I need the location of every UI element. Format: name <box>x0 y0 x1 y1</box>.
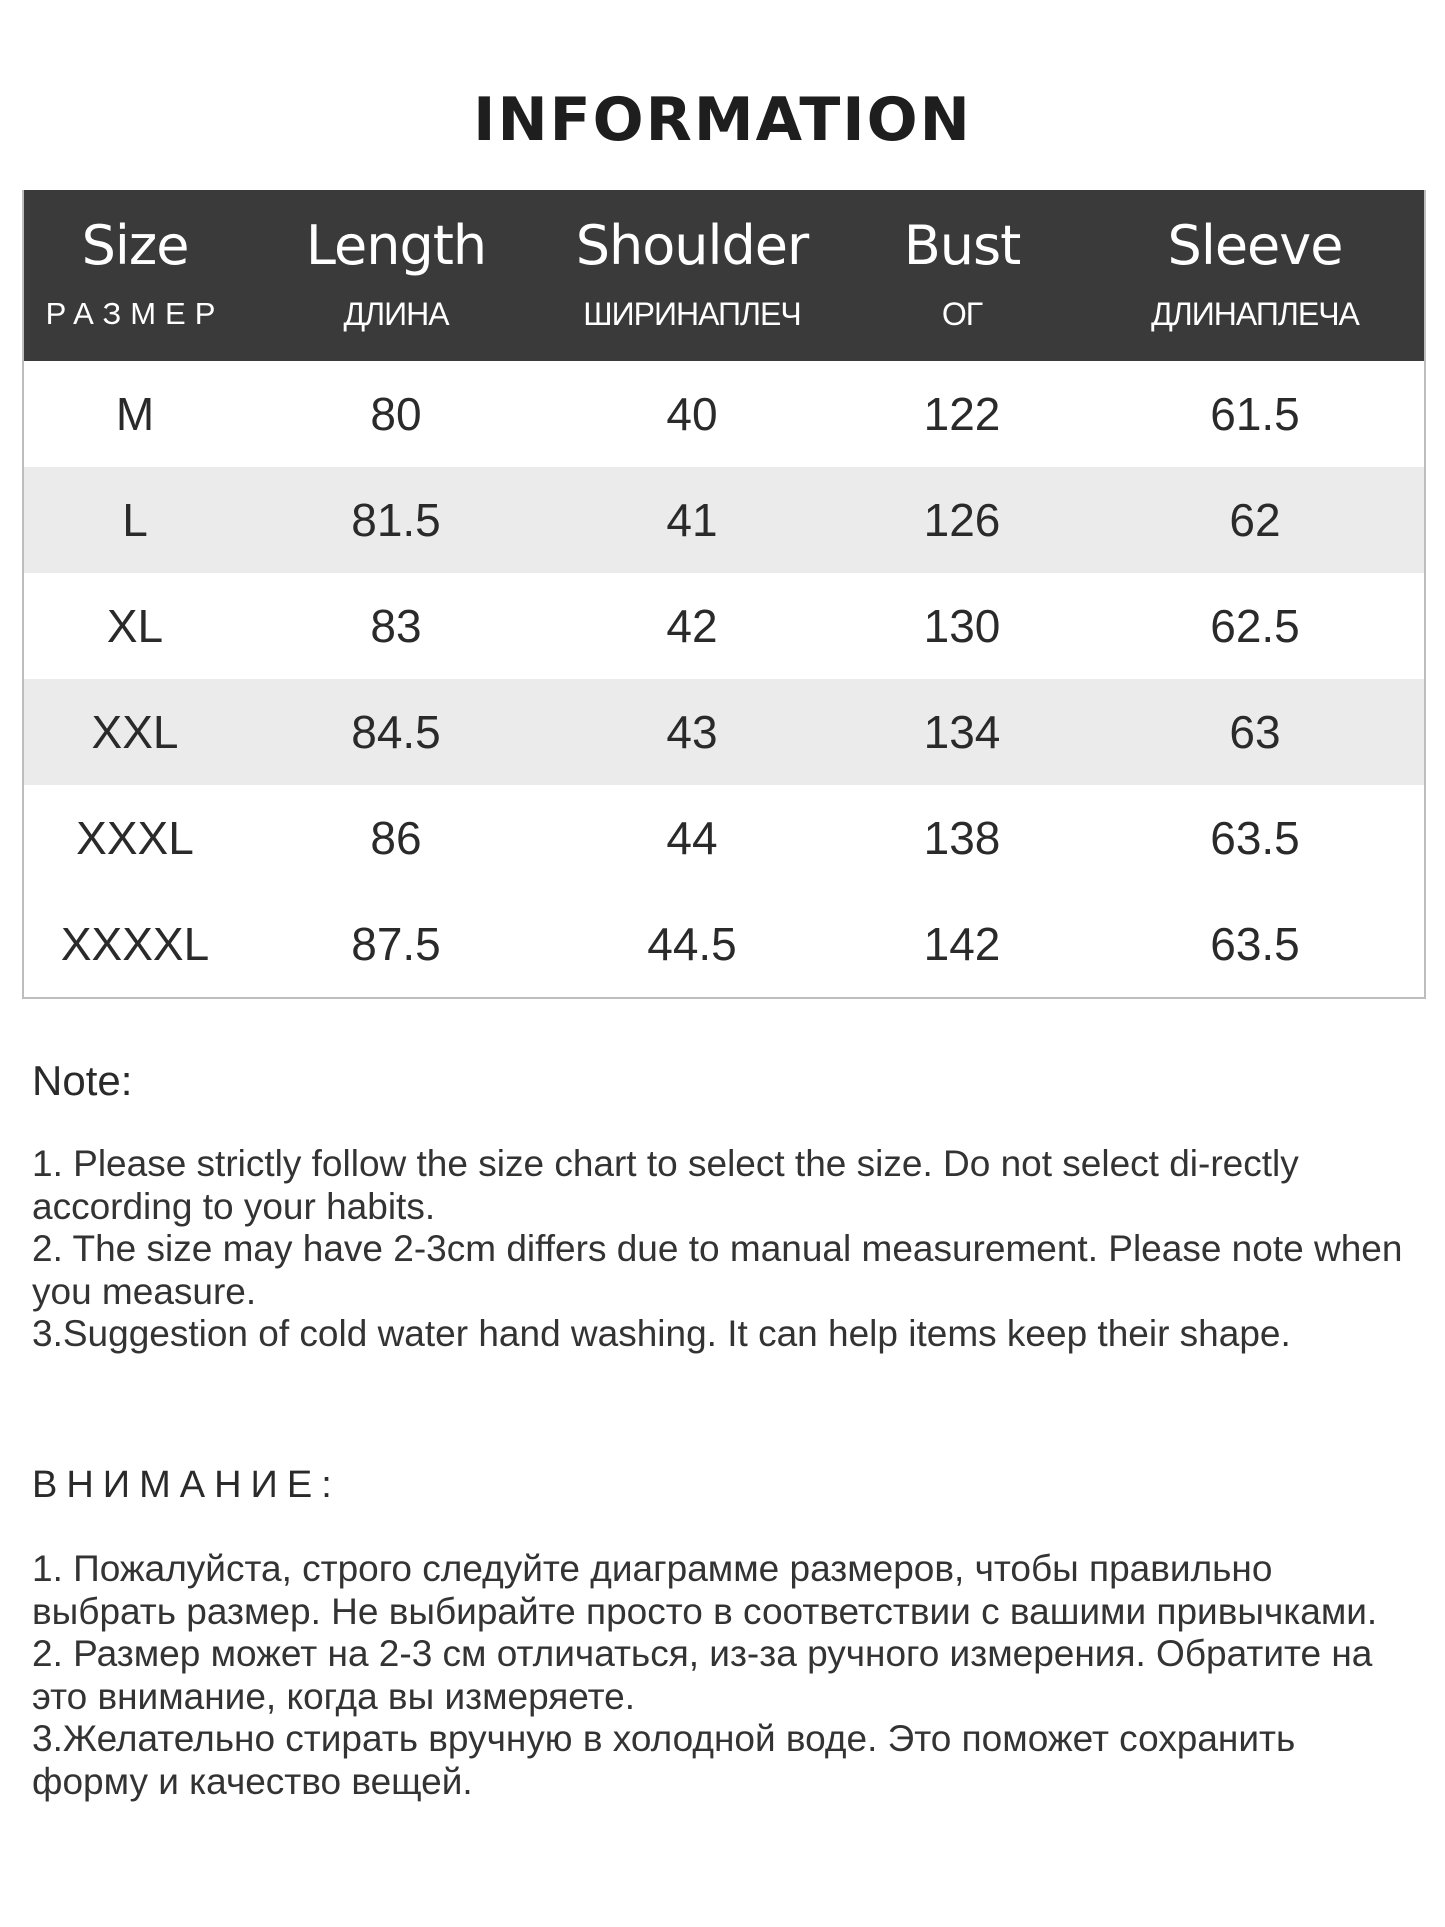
note-body <box>32 1143 1412 1356</box>
cell-bust: 130 <box>923 600 1001 652</box>
cell-length: 81.5 <box>351 494 441 546</box>
cell-shoulder: 43 <box>666 706 718 758</box>
header-bust-en: Bust <box>903 214 1021 277</box>
page-title: INFORMATION <box>473 85 972 155</box>
cell-size: XL <box>106 600 164 652</box>
cell-shoulder: 41 <box>666 494 718 546</box>
cell-sleeve: 63 <box>1229 706 1281 758</box>
header-sleeve <box>1086 190 1424 361</box>
cell-sleeve: 61.5 <box>1210 388 1300 440</box>
cell-bust: 142 <box>923 918 1001 970</box>
table-row <box>24 361 1424 467</box>
note-line: 1. Please strictly follow the size chart to select the size. Do not select di-rectly according to your habits. <box>32 1143 1299 1227</box>
cell-sleeve: 62.5 <box>1210 600 1300 652</box>
header-shoulder-en: Shoulder <box>575 214 809 277</box>
cell-length: 87.5 <box>351 918 441 970</box>
header-length <box>246 190 546 361</box>
header-shoulder-ru: ШИРИНАПЛЕЧ <box>583 296 801 332</box>
cell-bust: 138 <box>923 812 1001 864</box>
header-shoulder <box>546 190 838 361</box>
header-size <box>24 190 246 361</box>
table-row <box>24 573 1424 679</box>
cell-bust: 134 <box>923 706 1001 758</box>
cell-size: XXL <box>91 706 179 758</box>
note-heading: Note: <box>32 1057 133 1104</box>
header-size-en: Size <box>81 214 189 277</box>
cell-sleeve: 63.5 <box>1210 812 1300 864</box>
cell-bust: 122 <box>923 388 1001 440</box>
table-row <box>24 679 1424 785</box>
cell-length: 80 <box>370 388 422 440</box>
ru-note-line: 2. Размер может на 2-3 см отличаться, из-за ручного измерения. Обратите на это внимание, когда вы измеряете. <box>32 1633 1373 1717</box>
cell-size: XXXXL <box>60 918 210 970</box>
cell-size: L <box>122 494 148 546</box>
cell-length: 83 <box>370 600 422 652</box>
cell-shoulder: 42 <box>666 600 718 652</box>
header-bust-ru: ОГ <box>941 296 983 332</box>
header-sleeve-en: Sleeve <box>1167 214 1343 277</box>
header-size-ru: РАЗМЕР <box>45 296 225 331</box>
table-row <box>24 785 1424 891</box>
cell-shoulder: 44 <box>666 812 718 864</box>
header-length-ru: ДЛИНА <box>343 296 449 332</box>
header-sleeve-ru: ДЛИНАПЛЕЧА <box>1151 296 1359 332</box>
table-row <box>24 891 1424 997</box>
cell-size: XXXL <box>76 812 194 864</box>
table-row <box>24 467 1424 573</box>
note-line: 2. The size may have 2-3cm differs due to manual measurement. Please note when you measure. <box>32 1228 1403 1312</box>
header-length-en: Length <box>305 214 487 277</box>
cell-shoulder: 44.5 <box>647 918 737 970</box>
ru-note-line: 3.Желательно стирать вручную в холодной воде. Это поможет сохранить форму и качество вещей. <box>32 1718 1296 1802</box>
note-line: 3.Suggestion of cold water hand washing. It can help items keep their shape. <box>32 1313 1291 1354</box>
cell-length: 86 <box>370 812 422 864</box>
cell-bust: 126 <box>923 494 1001 546</box>
size-chart-table <box>22 190 1426 999</box>
header-bust <box>838 190 1086 361</box>
cell-sleeve: 62 <box>1229 494 1281 546</box>
ru-note-line: 1. Пожалуйста, строго следуйте диаграмме размеров, чтобы правильно выбрать размер. Не выбирайте просто в соответствии с вашими привычками. <box>32 1548 1378 1632</box>
cell-shoulder: 40 <box>666 388 718 440</box>
cell-size: M <box>115 388 155 440</box>
ru-note-heading: ВНИМАНИЕ: <box>32 1464 341 1506</box>
cell-sleeve: 63.5 <box>1210 918 1300 970</box>
ru-note-body <box>32 1548 1412 1803</box>
table-header <box>24 190 1424 361</box>
cell-length: 84.5 <box>351 706 441 758</box>
